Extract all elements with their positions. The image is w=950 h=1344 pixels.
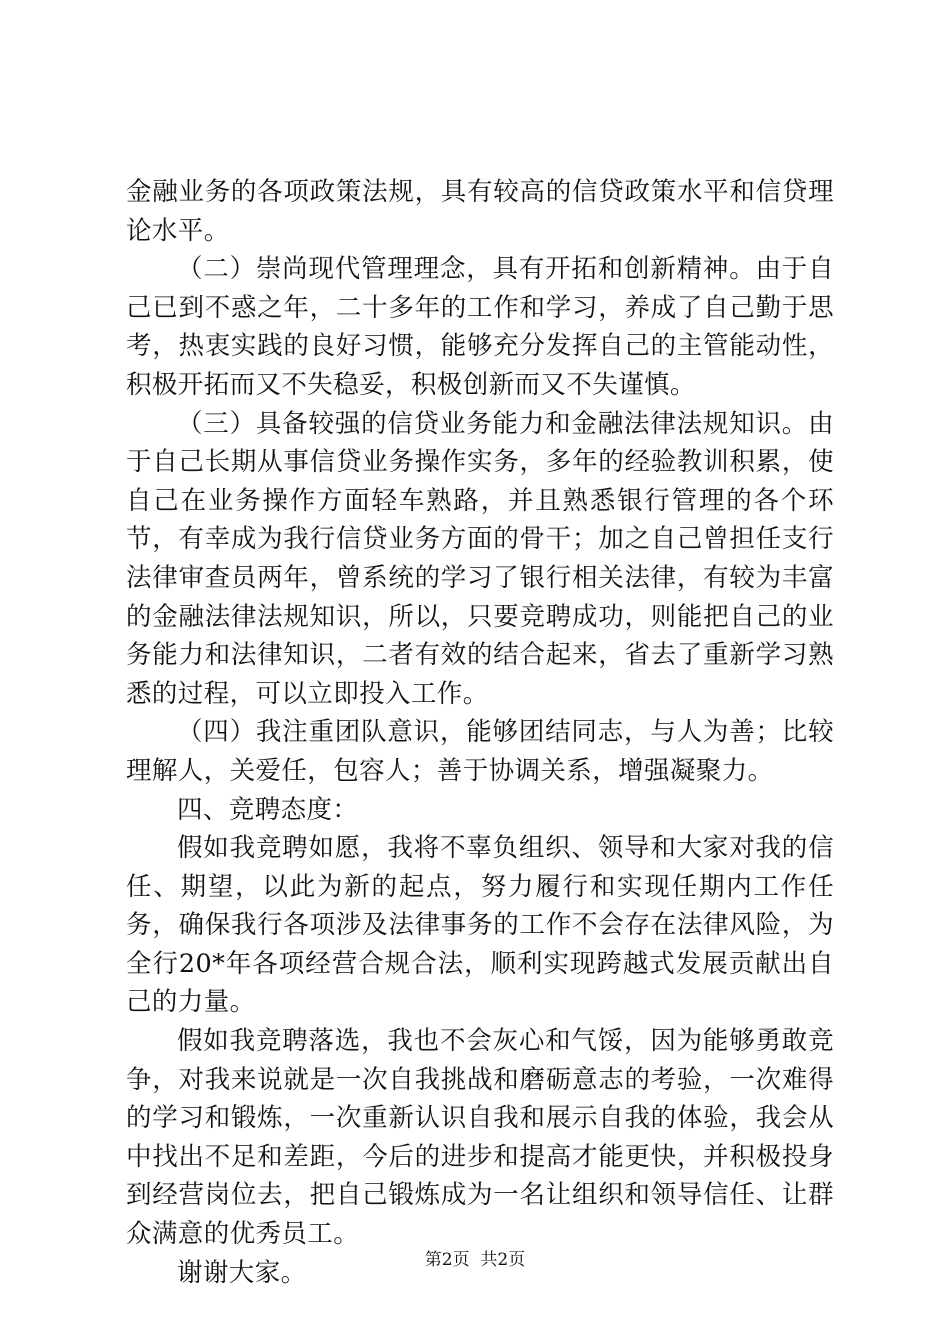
section-heading-attitude: 四、竞聘态度： [177,794,359,825]
paragraph-7: 假如我竞聘落选，我也不会灰心和气馁，因为能够勇敢竞争，对我来说就是一次自我挑战和磨砺意志的考验，一次难得的学习和锻炼，一次重新认识自我和展示自我的体验，我会从中找出不足和差距，今后的进步和提高才能更快，并积极投身到经营岗位去，把自己锻炼成为一名让组织和领导信任、让群众满意的优秀员工。 [126,1026,834,1250]
page-number-label: 第2页 共2页 [424,1250,526,1270]
paragraph-6: 假如我竞聘如愿，我将不辜负组织、领导和大家对我的信任、期望，以此为新的起点，努力履行和实现任期内工作任务，确保我行各项涉及法律事务的工作不会存在法律风险，为全行20*年各项经营合规合法，顺利实现跨越式发展贡献出自己的力量。 [126,833,834,1018]
document-body [126,173,834,1292]
paragraph-1: 金融业务的各项政策法规，具有较高的信贷政策水平和信贷理论水平。 [126,177,834,246]
paragraph-3: （三）具备较强的信贷业务能力和金融法律法规知识。由于自己长期从事信贷业务操作实务，多年的经验教训积累，使自己在业务操作方面轻车熟路，并且熟悉银行管理的各个环节，有幸成为我行信贷业务方面的骨干；加之自己曾担任支行法律审查员两年，曾系统的学习了银行相关法律，有较为丰富的金融法律法规知识，所以，只要竞聘成功，则能把自己的业务能力和法律知识，二者有效的结合起来，省去了重新学习熟悉的过程，可以立即投入工作。 [126,408,834,709]
paragraph-4: （四）我注重团队意识，能够团结同志，与人为善；比较理解人，关爱任，包容人；善于协调关系，增强凝聚力。 [126,717,834,786]
closing-remark: 谢谢大家。 [177,1257,307,1288]
paragraph-2: （二）崇尚现代管理理念，具有开拓和创新精神。由于自己已到不惑之年，二十多年的工作和学习，养成了自己勤于思考，热衷实践的良好习惯，能够充分发挥自己的主管能动性，积极开拓而又不失稳妥，积极创新而又不失谨慎。 [126,254,834,400]
page-footer [0,1245,950,1270]
